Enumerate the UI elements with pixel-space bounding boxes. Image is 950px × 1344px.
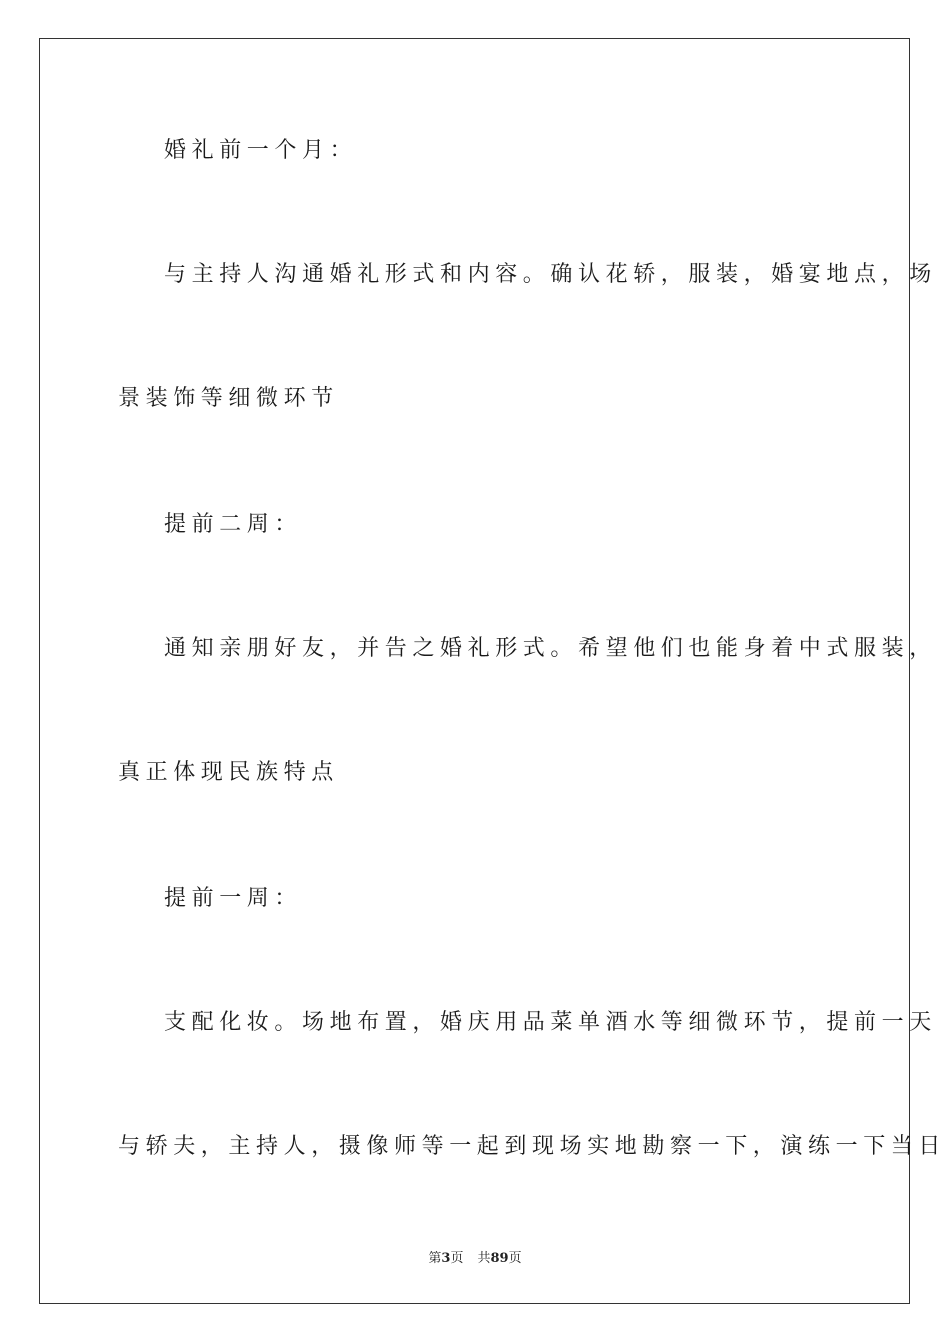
section-heading-one-week: 提前一周： xyxy=(164,886,303,911)
page-number: 3 xyxy=(441,1251,451,1266)
paragraph-line: 真正体现民族特点 xyxy=(118,760,339,785)
total-prefix: 共 xyxy=(477,1251,491,1266)
paragraph-line: 通知亲朋好友，并告之婚礼形式。希望他们也能身着中式服装， xyxy=(164,636,937,661)
paragraph-line: 支配化妆。场地布置，婚庆用品菜单酒水等细微环节，提前一天 xyxy=(164,1010,937,1035)
section-heading-one-month: 婚礼前一个月： xyxy=(164,138,358,163)
total-pages: 89 xyxy=(490,1251,509,1266)
page-prefix: 第 xyxy=(428,1251,442,1266)
total-suffix: 页 xyxy=(508,1251,522,1266)
paragraph-line: 景装饰等细微环节 xyxy=(118,386,339,411)
page-border xyxy=(39,38,910,1304)
paragraph-line: 与主持人沟通婚礼形式和内容。确认花轿，服装，婚宴地点，场 xyxy=(164,262,937,287)
page-footer xyxy=(0,1247,950,1266)
paragraph-line: 与轿夫，主持人，摄像师等一起到现场实地勘察一下，演练一下当日 xyxy=(118,1134,947,1159)
page-suffix: 页 xyxy=(450,1251,464,1266)
section-heading-two-weeks: 提前二周： xyxy=(164,512,303,537)
